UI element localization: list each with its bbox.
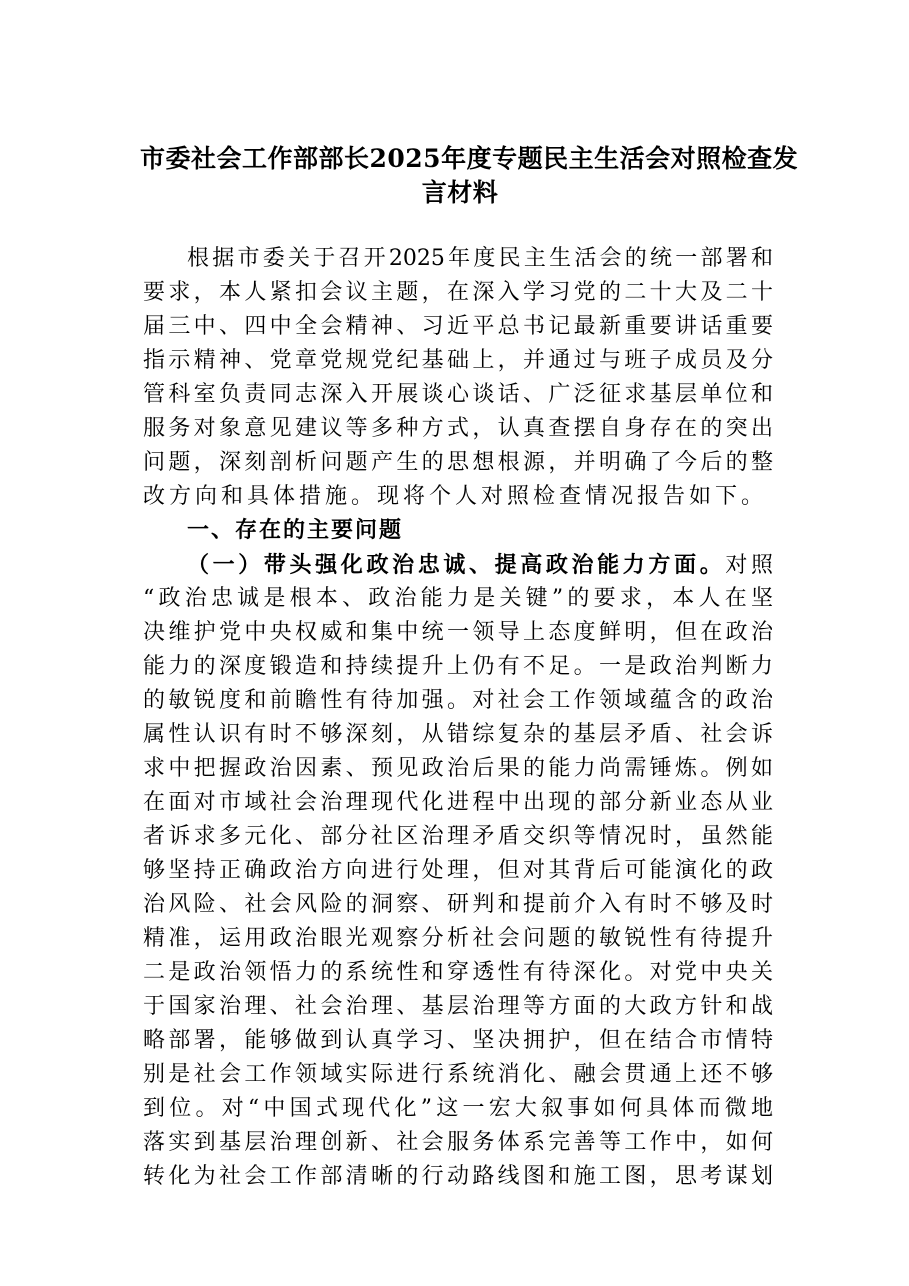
title-line-1: 市委社会工作部部长2025年度专题民主生活会对照检查发 [140, 144, 799, 173]
section-1-line-9: 够坚持正确政治方向进行处理，但对其背后可能演化的政 [143, 858, 773, 883]
intro-line-6: 服务对象意见建议等多种方式，认真查摆自身存在的突出 [143, 416, 773, 441]
section-1-line-14: 略部署，能够做到认真学习、坚决拥护，但在结合市情特 [143, 1028, 773, 1053]
section-1-line-7: 在面对市域社会治理现代化进程中出现的部分新业态从业 [143, 790, 773, 815]
section-1-line-6: 求中把握政治因素、预见政治后果的能力尚需锤炼。例如 [143, 756, 773, 781]
section-1-line-2: 决维护党中央权威和集中统一领导上态度鲜明，但在政治 [143, 620, 773, 645]
section-1-line-12: 二是政治领悟力的系统性和穿透性有待深化。对党中央关 [143, 960, 773, 985]
subsection-heading-line [143, 548, 773, 582]
title-line-2: 言材料 [421, 178, 499, 207]
intro-line-8: 改方向和具体措施。现将个人对照检查情况报告如下。 [143, 484, 768, 509]
subsection-heading-continuation: 对照 [725, 553, 773, 578]
section-1-line-4: 的敏锐度和前瞻性有待加强。对社会工作领域蕴含的政治 [143, 688, 773, 713]
section-1-line-18: 转化为社会工作部清晰的行动路线图和施工图，思考谋划 [143, 1164, 773, 1189]
section-1-line-16: 到位。对“中国式现代化”这一宏大叙事如何具体而微地 [143, 1096, 773, 1121]
section-1-line-1: “政治忠诚是根本、政治能力是关键”的要求，本人在坚 [143, 586, 773, 611]
section-1-paragraph [143, 582, 773, 1194]
subsection-heading-1: （一）带头强化政治忠诚、提高政治能力方面。 [187, 552, 726, 578]
document-body [143, 242, 773, 1194]
document-title [140, 142, 799, 210]
section-1-line-13: 于国家治理、社会治理、基层治理等方面的大政方针和战 [143, 994, 773, 1019]
intro-line-4: 指示精神、党章党规党纪基础上，并通过与班子成员及分 [143, 348, 773, 373]
section-1-line-3: 能力的深度锻造和持续提升上仍有不足。一是政治判断力 [143, 654, 773, 679]
section-1-line-5: 属性认识有时不够深刻，从错综复杂的基层矛盾、社会诉 [143, 722, 773, 747]
section-1-line-17: 落实到基层治理创新、社会服务体系完善等工作中，如何 [143, 1130, 773, 1155]
section-1-line-10: 治风险、社会风险的洞察、研判和提前介入有时不够及时 [143, 892, 773, 917]
intro-line-1: 根据市委关于召开2025年度民主生活会的统一部署和 [187, 246, 773, 271]
section-1-line-8: 者诉求多元化、部分社区治理矛盾交织等情况时，虽然能 [143, 824, 773, 849]
intro-line-2: 要求，本人紧扣会议主题，在深入学习党的二十大及二十 [143, 280, 773, 305]
section-1-line-11: 精准，运用政治眼光观察分析社会问题的敏锐性有待提升 [143, 926, 773, 951]
intro-line-7: 问题，深刻剖析问题产生的思想根源，并明确了今后的整 [143, 450, 773, 475]
intro-paragraph [143, 242, 773, 514]
section-heading-1: 一、存在的主要问题 [187, 518, 404, 543]
intro-line-5: 管科室负责同志深入开展谈心谈话、广泛征求基层单位和 [143, 382, 773, 407]
section-1-line-15: 别是社会工作领域实际进行系统消化、融会贯通上还不够 [143, 1062, 773, 1087]
intro-line-3: 届三中、四中全会精神、习近平总书记最新重要讲话重要 [143, 314, 773, 339]
